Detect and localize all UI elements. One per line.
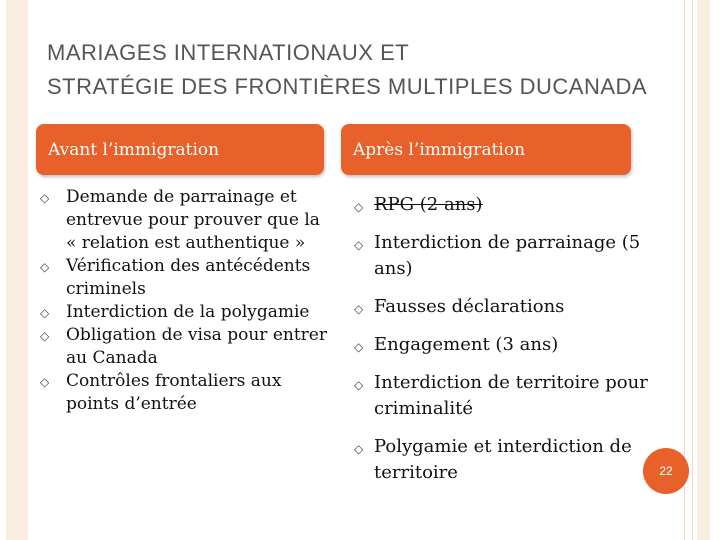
list-item-text: Interdiction de parrainage (5 ans) — [374, 232, 641, 279]
list-item-text: Interdiction de territoire pour criminalité — [374, 372, 648, 419]
list-item-text: Polygamie et interdiction de territoire — [374, 436, 632, 483]
list-item — [354, 332, 654, 358]
before-immigration-list — [40, 186, 330, 416]
list-item — [40, 370, 330, 416]
list-item-text: Contrôles frontaliers aux points d’entrée — [66, 371, 282, 414]
list-item-text: Demande de parrainage et entrevue pour prouver que la « relation est authentique » — [66, 187, 320, 253]
list-item — [354, 370, 654, 422]
before-immigration-header — [36, 124, 324, 175]
diamond-bullet-icon: ◇ — [40, 306, 50, 320]
list-item-text: Obligation de visa pour entrer au Canada — [66, 325, 327, 368]
list-item-text: Fausses déclarations — [374, 296, 565, 317]
decorative-frame-left — [6, 0, 28, 540]
list-item — [40, 301, 330, 324]
slide-title-line-2: STRATÉGIE DES FRONTIÈRES MULTIPLES DUCANADA — [47, 74, 648, 99]
list-item — [40, 324, 330, 370]
diamond-bullet-icon: ◇ — [354, 200, 364, 214]
list-item-text: Vérification des antécédents criminels — [66, 256, 311, 299]
page-number: 22 — [659, 464, 673, 478]
decorative-frame-line — [692, 0, 693, 540]
decorative-frame-right — [697, 0, 710, 540]
list-item — [354, 294, 654, 320]
slide-title — [47, 36, 667, 104]
diamond-bullet-icon: ◇ — [354, 302, 364, 316]
before-immigration-header-label: Avant l’immigration — [48, 139, 220, 160]
page-number-badge — [643, 448, 689, 494]
list-item — [40, 255, 330, 301]
list-item-text: RPG (2 ans) — [374, 194, 483, 215]
list-item — [354, 230, 654, 282]
list-item — [40, 186, 330, 255]
diamond-bullet-icon: ◇ — [354, 442, 364, 456]
after-immigration-list — [354, 192, 654, 498]
list-item-text: Interdiction de la polygamie — [66, 302, 310, 322]
diamond-bullet-icon: ◇ — [354, 378, 364, 392]
list-item — [354, 434, 654, 486]
diamond-bullet-icon: ◇ — [40, 375, 50, 389]
after-immigration-header — [341, 124, 631, 175]
diamond-bullet-icon: ◇ — [40, 329, 50, 343]
after-immigration-header-label: Après l’immigration — [353, 139, 526, 160]
diamond-bullet-icon: ◇ — [40, 260, 50, 274]
list-item-text: Engagement (3 ans) — [374, 334, 559, 355]
diamond-bullet-icon: ◇ — [354, 340, 364, 354]
diamond-bullet-icon: ◇ — [354, 238, 364, 252]
diamond-bullet-icon: ◇ — [40, 191, 50, 205]
slide-title-line-1: MARIAGES INTERNATIONAUX ET — [47, 40, 410, 65]
list-item — [354, 192, 654, 218]
